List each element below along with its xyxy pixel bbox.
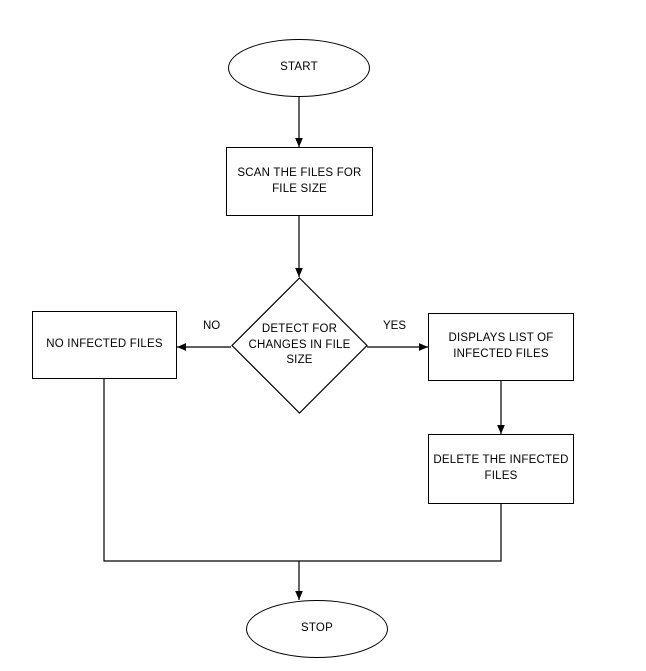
node-stop xyxy=(246,600,388,658)
edge-label-no: NO xyxy=(203,320,221,332)
node-displays-list xyxy=(428,313,574,381)
node-scan-files-label: SCAN THE FILES FOR FILE SIZE xyxy=(237,166,362,195)
edge-label-yes: YES xyxy=(383,320,407,332)
edge-delete-to-stop-path xyxy=(299,504,501,561)
node-detect-decision-label: DETECT FOR CHANGES IN FILE SIZE xyxy=(248,323,351,367)
node-no-infected-files xyxy=(32,311,177,379)
node-start-label: START xyxy=(280,61,318,74)
node-detect-decision xyxy=(231,277,368,414)
node-displays-list-label: DISPLAYS LIST OF INFECTED FILES xyxy=(448,332,554,360)
node-start xyxy=(228,39,370,97)
node-scan-files xyxy=(226,147,373,216)
node-stop-label: STOP xyxy=(301,622,333,635)
node-no-infected-files-label: NO INFECTED FILES xyxy=(46,338,163,351)
node-delete-infected-files-label: DELETE THE INFECTED FILES xyxy=(433,454,569,482)
node-delete-infected-files xyxy=(428,434,574,504)
